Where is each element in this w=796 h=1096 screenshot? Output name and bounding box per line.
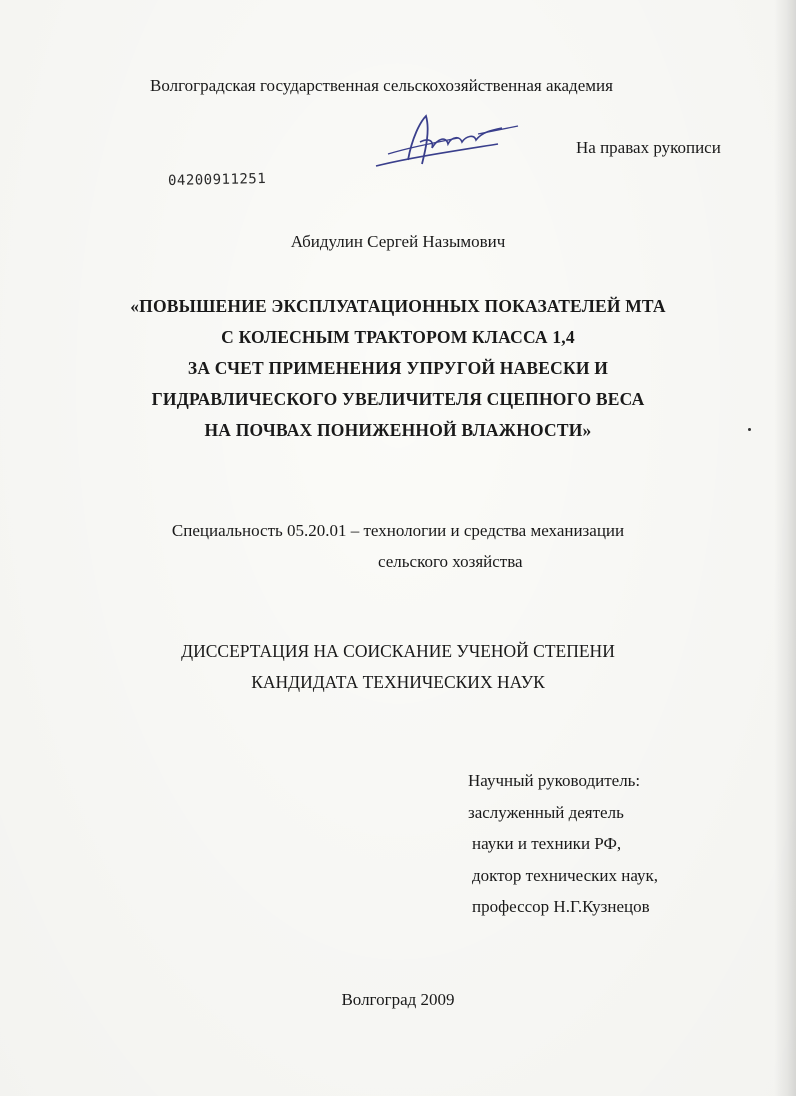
supervisor-line-2: заслуженный деятель <box>468 803 624 822</box>
supervisor-line-3: науки и техники РФ, <box>472 834 622 853</box>
institution-name: Волгоградская государственная сельскохозяйственная академия <box>150 76 613 95</box>
rights-notice: На правах рукописи <box>576 138 721 157</box>
signature-icon <box>368 108 538 178</box>
title-line-2: С КОЛЕСНЫМ ТРАКТОРОМ КЛАССА 1,4 <box>221 327 575 347</box>
registration-number: 04200911251 <box>167 170 267 190</box>
scan-speck <box>748 428 751 431</box>
scan-edge-shadow <box>774 0 796 1096</box>
city-year: Волгоград 2009 <box>341 990 455 1009</box>
title-line-4: ГИДРАВЛИЧЕСКОГО УВЕЛИЧИТЕЛЯ СЦЕПНОГО ВЕСА <box>151 389 645 409</box>
title-line-5: НА ПОЧВАХ ПОНИЖЕННОЙ ВЛАЖНОСТИ» <box>204 420 592 440</box>
dissertation-line-1: ДИССЕРТАЦИЯ НА СОИСКАНИЕ УЧЕНОЙ СТЕПЕНИ <box>181 641 615 661</box>
title-line-1: «ПОВЫШЕНИЕ ЭКСПЛУАТАЦИОННЫХ ПОКАЗАТЕЛЕЙ МТА <box>130 296 666 316</box>
author-name: Абидулин Сергей Назымович <box>290 232 506 251</box>
specialty-line-1: Специальность 05.20.01 – технологии и средства механизации <box>171 521 625 540</box>
specialty-line-2: сельского хозяйства <box>378 552 523 571</box>
title-line-3: ЗА СЧЕТ ПРИМЕНЕНИЯ УПРУГОЙ НАВЕСКИ И <box>187 358 609 378</box>
supervisor-line-5: профессор Н.Г.Кузнецов <box>472 897 650 916</box>
supervisor-line-4: доктор технических наук, <box>472 866 659 885</box>
supervisor-line-1: Научный руководитель: <box>468 771 641 790</box>
dissertation-line-2: КАНДИДАТА ТЕХНИЧЕСКИХ НАУК <box>251 672 545 692</box>
